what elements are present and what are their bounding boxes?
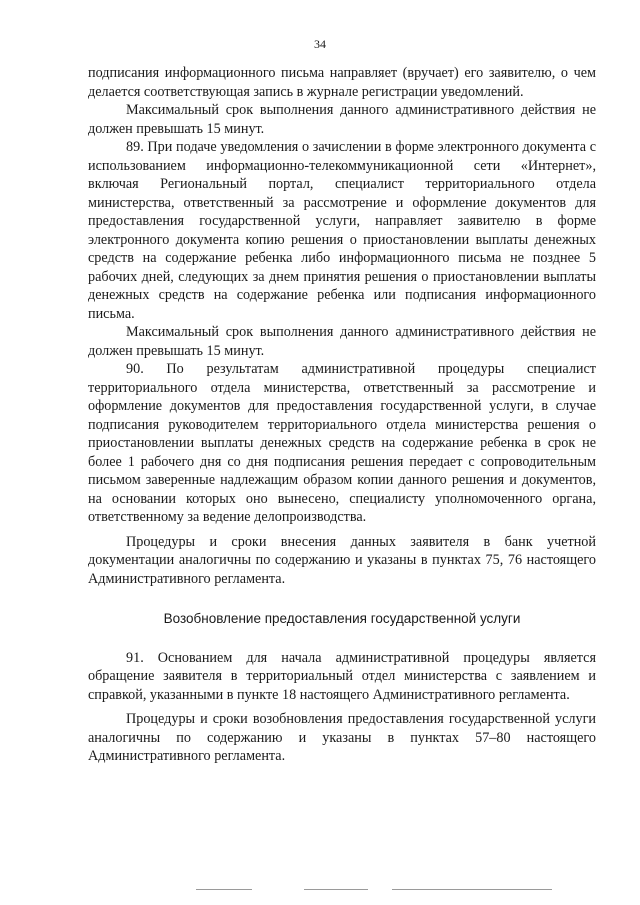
document-body xyxy=(88,64,596,766)
scan-artifact-line xyxy=(196,889,252,890)
paragraph-deadline-1: Максимальный срок выполнения данного административного действия не должен превышать 15 минут. xyxy=(88,102,596,137)
section-heading: Возобновление предоставления государственной услуги xyxy=(163,611,521,626)
scan-artifact-line xyxy=(392,889,552,890)
paragraph-91: 91. Основанием для начала административной процедуры является обращение заявителя в территориальный отдел министерства с заявлением и справкой, указанными в пункте 18 настоящего Административного регламента. xyxy=(88,649,596,703)
paragraph-continuation: подписания информационного письма направляет (вручает) его заявителю, о чем делается соответствующая запись в журнале регистрации уведомлений. xyxy=(88,65,596,100)
paragraph-90: 90. По результатам административной процедуры специалист территориального отдела министерства, ответственный за рассмотрение и оформление документов для предоставления государственной услуги, в случае подписания руководителем территориального отдела министерства решения о приостановлении выплаты денежных средств на содержание ребенка в срок не более 1 рабочего дня со дня подписания решения передает с сопроводительным письмом заверенные надлежащим образом копии данного решения и документов, на основании которых оно вынесено, специалисту уполномоченного органа, ответственному за ведение делопроизводства. xyxy=(88,361,596,525)
paragraph-renewal-procedures: Процедуры и сроки возобновления предоставления государственной услуги аналогичны по содержанию и указаны в пунктах 57–80 настоящего Административного регламента. xyxy=(88,711,596,764)
paragraph-procedures: Процедуры и сроки внесения данных заявителя в банк учетной документации аналогичны по содержанию и указаны в пунктах 75, 76 настоящего Административного регламента. xyxy=(88,533,596,587)
paragraph-89: 89. При подаче уведомления о зачислении в форме электронного документа с использованием информационно-телекоммуникационной сети «Интернет», включая Региональный портал, специалист территориального отдела министерства, ответственный за рассмотрение и оформление документов для предоставления государственной услуги, направляет заявителю в форме электронного документа копию решения о приостановлении выплаты денежных средств на содержание ребенка либо информационного письма не позднее 5 рабочих дней, следующих за днем принятия решения о приостановлении выплаты денежных средств на содержание ребенка или подписания информационного письма. xyxy=(88,139,596,322)
paragraph-deadline-2: Максимальный срок выполнения данного административного действия не должен превышать 15 минут. xyxy=(88,324,596,359)
scan-artifact-line xyxy=(304,889,368,890)
page-number: 34 xyxy=(314,37,326,51)
